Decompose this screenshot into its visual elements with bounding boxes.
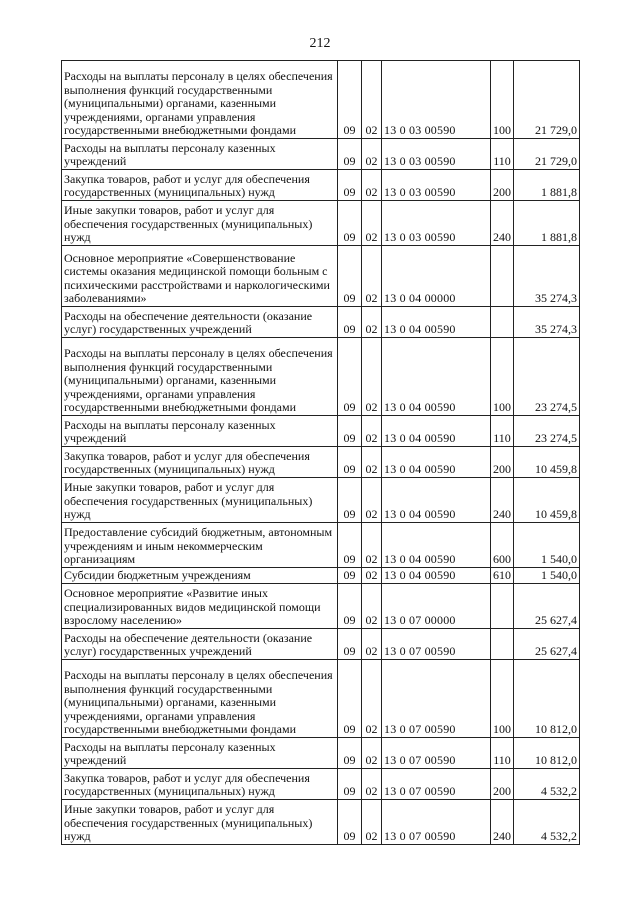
row-amount: 10 459,8 bbox=[514, 478, 580, 523]
table-row bbox=[62, 584, 580, 629]
row-section: 09 bbox=[338, 660, 362, 738]
row-description: Расходы на выплаты персоналу казенных учреждений bbox=[62, 139, 338, 170]
row-expense-type: 200 bbox=[491, 769, 514, 800]
row-section: 09 bbox=[338, 738, 362, 769]
row-expense-type: 100 bbox=[491, 660, 514, 738]
row-amount: 1 540,0 bbox=[514, 568, 580, 584]
row-target-article: 13 0 04 00590 bbox=[382, 416, 491, 447]
row-subsection: 02 bbox=[362, 246, 382, 307]
row-section: 09 bbox=[338, 307, 362, 338]
row-description: Расходы на выплаты персоналу в целях обеспечения выполнения функций государственными (муниципальными) органами, казенными учреждениями, органами управления государственными внебюджетными фондами bbox=[62, 338, 338, 416]
row-description: Основное мероприятие «Совершенствование системы оказания медицинской помощи больным с психическими расстройствами и наркологическими заболеваниями» bbox=[62, 246, 338, 307]
table-row bbox=[62, 170, 580, 201]
row-expense-type bbox=[491, 246, 514, 307]
row-amount: 23 274,5 bbox=[514, 338, 580, 416]
row-expense-type: 610 bbox=[491, 568, 514, 584]
row-target-article: 13 0 07 00590 bbox=[382, 738, 491, 769]
row-amount: 4 532,2 bbox=[514, 800, 580, 845]
row-subsection: 02 bbox=[362, 800, 382, 845]
row-amount: 10 459,8 bbox=[514, 447, 580, 478]
page-number: 212 bbox=[309, 36, 331, 51]
row-section: 09 bbox=[338, 246, 362, 307]
row-description: Закупка товаров, работ и услуг для обеспечения государственных (муниципальных) нужд bbox=[62, 769, 338, 800]
row-expense-type: 110 bbox=[491, 416, 514, 447]
row-description: Расходы на выплаты персоналу в целях обеспечения выполнения функций государственными (муниципальными) органами, казенными учреждениями, органами управления государственными внебюджетными фондами bbox=[62, 660, 338, 738]
row-amount: 25 627,4 bbox=[514, 629, 580, 660]
row-description: Расходы на выплаты персоналу в целях обеспечения выполнения функций государственными (муниципальными) органами, казенными учреждениями, органами управления государственными внебюджетными фондами bbox=[62, 61, 338, 139]
row-expense-type: 240 bbox=[491, 478, 514, 523]
row-subsection: 02 bbox=[362, 660, 382, 738]
row-expense-type: 240 bbox=[491, 201, 514, 246]
row-subsection: 02 bbox=[362, 338, 382, 416]
row-subsection: 02 bbox=[362, 61, 382, 139]
row-section: 09 bbox=[338, 769, 362, 800]
row-amount: 21 729,0 bbox=[514, 61, 580, 139]
table-row bbox=[62, 769, 580, 800]
row-section: 09 bbox=[338, 139, 362, 170]
row-target-article: 13 0 04 00000 bbox=[382, 246, 491, 307]
row-expense-type: 100 bbox=[491, 61, 514, 139]
row-amount: 35 274,3 bbox=[514, 307, 580, 338]
row-subsection: 02 bbox=[362, 584, 382, 629]
row-subsection: 02 bbox=[362, 568, 382, 584]
row-subsection: 02 bbox=[362, 201, 382, 246]
row-target-article: 13 0 04 00590 bbox=[382, 307, 491, 338]
row-section: 09 bbox=[338, 568, 362, 584]
row-target-article: 13 0 07 00590 bbox=[382, 629, 491, 660]
row-target-article: 13 0 04 00590 bbox=[382, 523, 491, 568]
table-row bbox=[62, 568, 580, 584]
row-subsection: 02 bbox=[362, 629, 382, 660]
row-description: Иные закупки товаров, работ и услуг для обеспечения государственных (муниципальных) нужд bbox=[62, 800, 338, 845]
row-section: 09 bbox=[338, 338, 362, 416]
row-target-article: 13 0 04 00590 bbox=[382, 447, 491, 478]
row-amount: 4 532,2 bbox=[514, 769, 580, 800]
row-section: 09 bbox=[338, 170, 362, 201]
row-section: 09 bbox=[338, 416, 362, 447]
table-row bbox=[62, 660, 580, 738]
row-target-article: 13 0 04 00590 bbox=[382, 338, 491, 416]
table-row bbox=[62, 416, 580, 447]
row-description: Расходы на обеспечение деятельности (оказание услуг) государственных учреждений bbox=[62, 307, 338, 338]
table-row bbox=[62, 246, 580, 307]
table-row bbox=[62, 139, 580, 170]
row-target-article: 13 0 03 00590 bbox=[382, 170, 491, 201]
row-amount: 1 540,0 bbox=[514, 523, 580, 568]
row-section: 09 bbox=[338, 478, 362, 523]
row-target-article: 13 0 03 00590 bbox=[382, 201, 491, 246]
row-description: Субсидии бюджетным учреждениям bbox=[62, 568, 338, 584]
table-row bbox=[62, 447, 580, 478]
row-expense-type: 200 bbox=[491, 170, 514, 201]
row-amount: 1 881,8 bbox=[514, 201, 580, 246]
row-target-article: 13 0 03 00590 bbox=[382, 139, 491, 170]
row-amount: 21 729,0 bbox=[514, 139, 580, 170]
budget-table bbox=[61, 60, 580, 845]
row-description: Основное мероприятие «Развитие иных специализированных видов медицинской помощи взрослому населению» bbox=[62, 584, 338, 629]
row-amount: 10 812,0 bbox=[514, 660, 580, 738]
row-description: Иные закупки товаров, работ и услуг для обеспечения государственных (муниципальных) нужд bbox=[62, 201, 338, 246]
row-section: 09 bbox=[338, 447, 362, 478]
row-subsection: 02 bbox=[362, 523, 382, 568]
row-amount: 1 881,8 bbox=[514, 170, 580, 201]
table-row bbox=[62, 338, 580, 416]
table-row bbox=[62, 478, 580, 523]
table-row bbox=[62, 738, 580, 769]
row-expense-type: 240 bbox=[491, 800, 514, 845]
table-row bbox=[62, 800, 580, 845]
row-expense-type bbox=[491, 307, 514, 338]
row-amount: 10 812,0 bbox=[514, 738, 580, 769]
table-row bbox=[62, 61, 580, 139]
row-section: 09 bbox=[338, 584, 362, 629]
row-expense-type: 600 bbox=[491, 523, 514, 568]
row-subsection: 02 bbox=[362, 170, 382, 201]
row-target-article: 13 0 07 00590 bbox=[382, 800, 491, 845]
row-target-article: 13 0 04 00590 bbox=[382, 568, 491, 584]
row-expense-type: 200 bbox=[491, 447, 514, 478]
row-section: 09 bbox=[338, 629, 362, 660]
row-target-article: 13 0 04 00590 bbox=[382, 478, 491, 523]
row-amount: 23 274,5 bbox=[514, 416, 580, 447]
row-subsection: 02 bbox=[362, 307, 382, 338]
row-subsection: 02 bbox=[362, 769, 382, 800]
row-section: 09 bbox=[338, 800, 362, 845]
table-row bbox=[62, 201, 580, 246]
row-expense-type: 110 bbox=[491, 139, 514, 170]
row-target-article: 13 0 07 00590 bbox=[382, 660, 491, 738]
row-subsection: 02 bbox=[362, 139, 382, 170]
row-subsection: 02 bbox=[362, 738, 382, 769]
table-row bbox=[62, 629, 580, 660]
row-description: Иные закупки товаров, работ и услуг для обеспечения государственных (муниципальных) нужд bbox=[62, 478, 338, 523]
row-amount: 35 274,3 bbox=[514, 246, 580, 307]
row-subsection: 02 bbox=[362, 447, 382, 478]
budget-table-body bbox=[62, 61, 580, 845]
row-amount: 25 627,4 bbox=[514, 584, 580, 629]
row-description: Закупка товаров, работ и услуг для обеспечения государственных (муниципальных) нужд bbox=[62, 170, 338, 201]
row-target-article: 13 0 07 00590 bbox=[382, 769, 491, 800]
row-section: 09 bbox=[338, 201, 362, 246]
table-row bbox=[62, 307, 580, 338]
row-description: Расходы на выплаты персоналу казенных учреждений bbox=[62, 416, 338, 447]
row-subsection: 02 bbox=[362, 416, 382, 447]
row-expense-type bbox=[491, 584, 514, 629]
row-description: Расходы на выплаты персоналу казенных учреждений bbox=[62, 738, 338, 769]
row-section: 09 bbox=[338, 61, 362, 139]
row-description: Закупка товаров, работ и услуг для обеспечения государственных (муниципальных) нужд bbox=[62, 447, 338, 478]
row-description: Расходы на обеспечение деятельности (оказание услуг) государственных учреждений bbox=[62, 629, 338, 660]
row-expense-type: 100 bbox=[491, 338, 514, 416]
row-target-article: 13 0 03 00590 bbox=[382, 61, 491, 139]
row-expense-type: 110 bbox=[491, 738, 514, 769]
table-row bbox=[62, 523, 580, 568]
row-section: 09 bbox=[338, 523, 362, 568]
row-target-article: 13 0 07 00000 bbox=[382, 584, 491, 629]
row-expense-type bbox=[491, 629, 514, 660]
row-description: Предоставление субсидий бюджетным, автономным учреждениям и иным некоммерческим организациям bbox=[62, 523, 338, 568]
row-subsection: 02 bbox=[362, 478, 382, 523]
